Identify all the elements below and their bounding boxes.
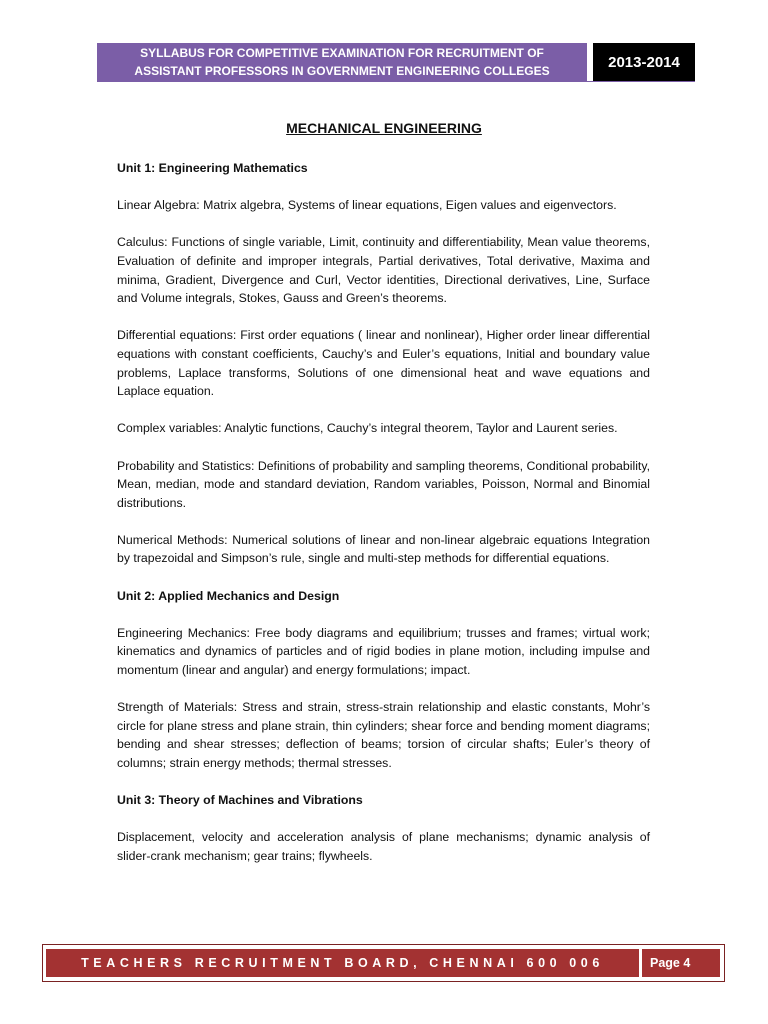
syllabus-paragraph: Strength of Materials: Stress and strain, stress-strain relationship and elastic constants, Mohr’s circle for plane stress and plane strain, thin cylinders; shear force and bending moment diagrams; bending and shear stresses; deflection of beams; torsion of circular shafts; Euler’s theory of columns; strain energy methods; thermal stresses. (117, 700, 650, 770)
unit-heading: Unit 1: Engineering Mathematics (117, 161, 308, 175)
page-number: Page 4 (642, 949, 720, 977)
unit-heading: Unit 2: Applied Mechanics and Design (117, 588, 340, 603)
syllabus-paragraph: Engineering Mechanics: Free body diagrams and equilibrium; trusses and frames; virtual work; kinematics and dynamics of particles and of rigid bodies in plane motion, including impulse and momentum (linear and angular) and energy formulations; impact. (117, 625, 650, 678)
header-title-line1: SYLLABUS FOR COMPETITIVE EXAMINATION FOR RECRUITMENT OF (140, 46, 544, 60)
footer-frame (42, 944, 725, 982)
syllabus-paragraph: Probability and Statistics: Definitions of probability and sampling theorems, Conditional probability, Mean, median, mode and standard deviation, Random variables, Poisson, Normal and Binomial distributions. (117, 458, 650, 510)
footer-board-name: TEACHERS RECRUITMENT BOARD, CHENNAI 600 006 (46, 949, 639, 977)
syllabus-paragraph: Displacement, velocity and acceleration analysis of plane mechanisms; dynamic analysis of slider-crank mechanism; gear trains; flywheels. (117, 830, 650, 863)
syllabus-paragraph: Calculus: Functions of single variable, Limit, continuity and differentiability, Mean value theorems, Evaluation of definite and improper integrals, Partial derivatives, Total derivative, Maxima and minima, Gradient, Divergence and Curl, Vector identities, Directional derivatives, Line, Surface and Volume integrals, Stokes, Gauss and Green’s theorems. (117, 235, 650, 306)
syllabus-paragraph: Complex variables: Analytic functions, Cauchy’s integral theorem, Taylor and Laurent series. (117, 421, 618, 436)
syllabus-content (117, 159, 650, 884)
page-title: MECHANICAL ENGINEERING (286, 120, 482, 136)
syllabus-paragraph: Differential equations: First order equations ( linear and nonlinear), Higher order linear differential equations with constant coefficients, Cauchy’s and Euler’s equations, Initial and boundary value problems, Laplace transforms, Solutions of one dimensional heat and wave equations and Laplace equation. (117, 328, 650, 399)
header-year: 2013-2014 (593, 43, 695, 81)
header-divider (97, 81, 695, 82)
syllabus-paragraph: Linear Algebra: Matrix algebra, Systems of linear equations, Eigen values and eigenvectors. (117, 198, 617, 213)
syllabus-paragraph: Numerical Methods: Numerical solutions of linear and non-linear algebraic equations Integration by trapezoidal and Simpson’s rule, single and multi-step methods for differential equations. (117, 532, 650, 566)
unit-heading: Unit 3: Theory of Machines and Vibrations (117, 793, 363, 808)
header-title-box (97, 43, 587, 81)
header-title-line2: ASSISTANT PROFESSORS IN GOVERNMENT ENGINEERING COLLEGES (134, 64, 550, 78)
